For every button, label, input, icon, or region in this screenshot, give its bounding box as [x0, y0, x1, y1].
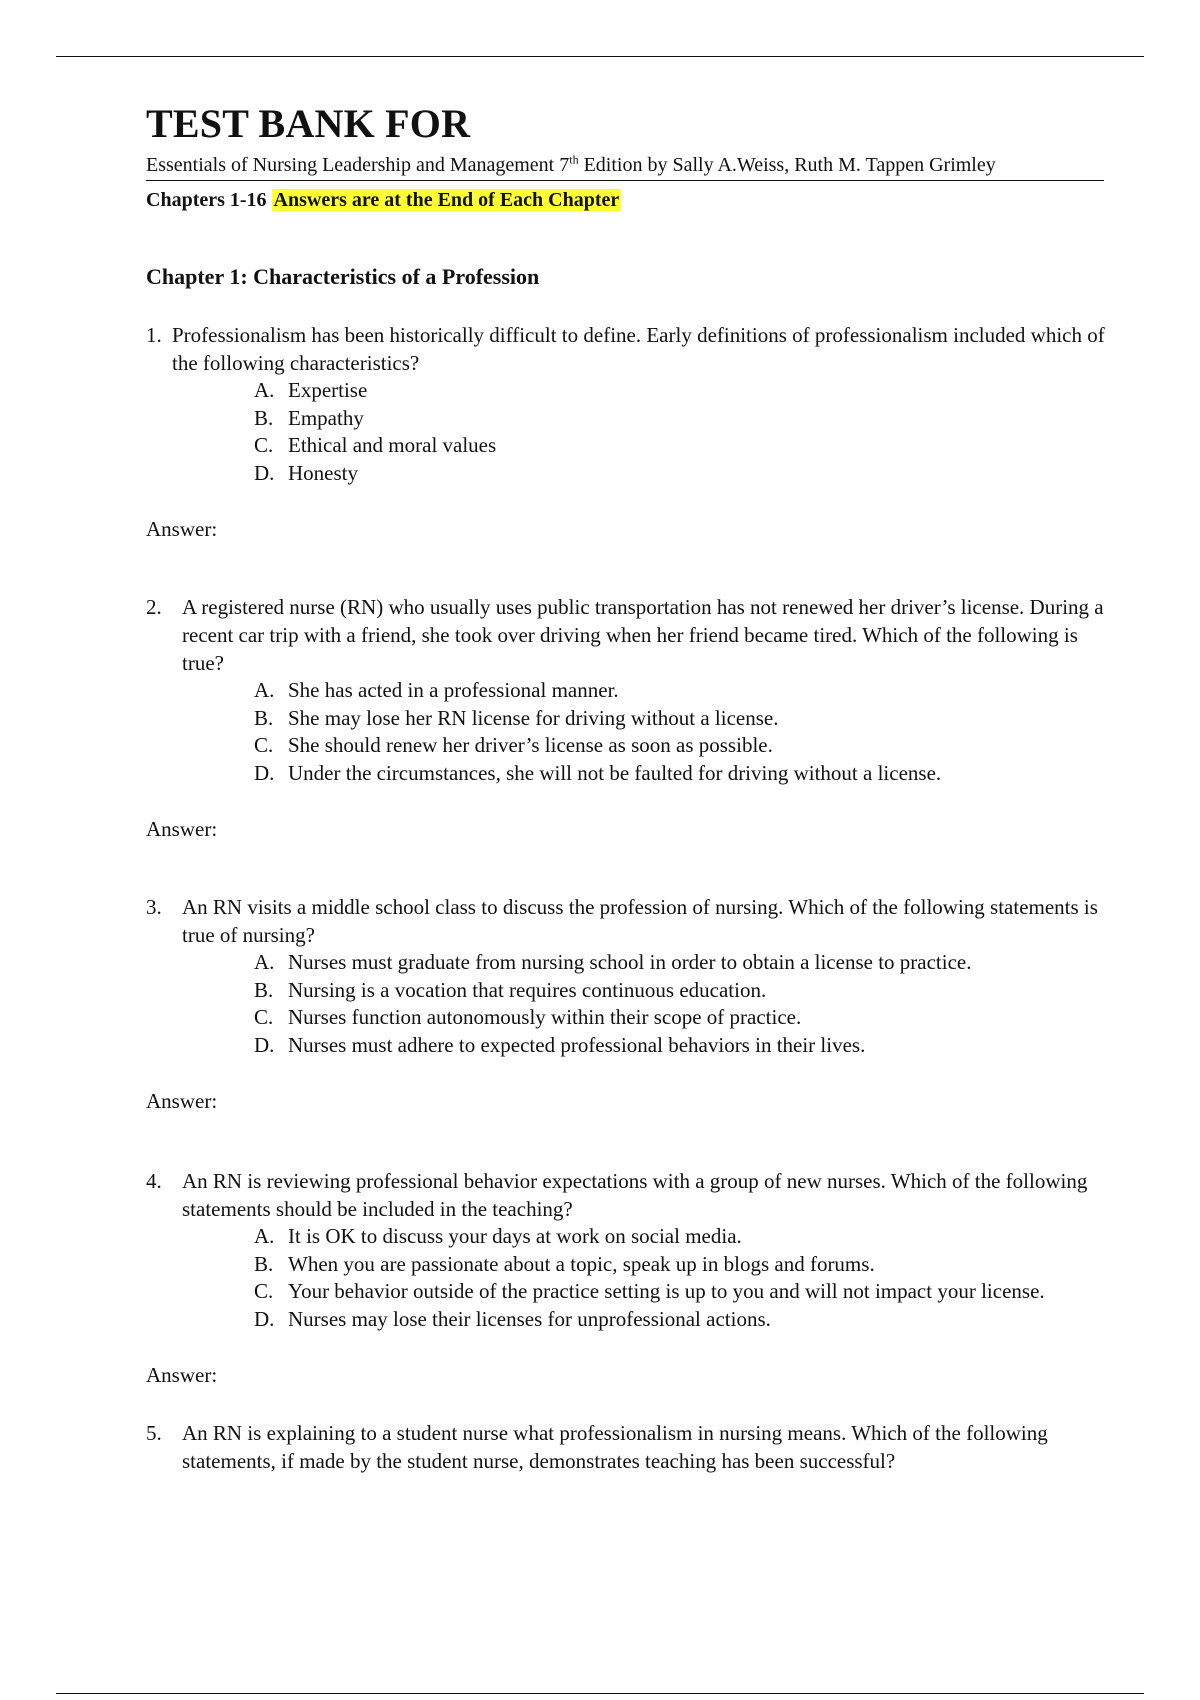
question-text: A registered nurse (RN) who usually uses public transportation has not renewed her driver’s license. During a recent car trip with a friend, she took over driving when her friend became tired. Which of the following is true?	[182, 595, 1104, 675]
question-3	[146, 893, 1106, 1115]
option-letter: A.	[254, 1224, 275, 1248]
option-letter: D.	[254, 760, 275, 785]
question-text: An RN is explaining to a student nurse what professionalism in nursing means. Which of the following statements, if made by the student nurse, demonstrates teaching has been successful?	[182, 1421, 1048, 1473]
option-letter: C.	[254, 1005, 274, 1029]
option-letter: D.	[254, 460, 275, 485]
option-letter: A.	[254, 378, 275, 402]
option-text: Nurses must adhere to expected professional behaviors in their lives.	[288, 1032, 866, 1057]
option-c	[254, 432, 1106, 460]
option-letter: C.	[254, 1279, 274, 1303]
option-letter: B.	[254, 1251, 274, 1276]
option-letter: D.	[254, 1032, 275, 1057]
option-c	[254, 1004, 1106, 1032]
option-text: Nursing is a vocation that requires continuous education.	[288, 977, 767, 1002]
question-4	[146, 1167, 1106, 1389]
answer-label: Answer:	[146, 517, 218, 541]
option-letter: B.	[254, 705, 274, 730]
option-text: Empathy	[288, 405, 364, 430]
option-a	[254, 377, 1106, 405]
option-letter: C.	[254, 433, 274, 457]
question-2	[146, 593, 1106, 843]
option-text: Ethical and moral values	[288, 433, 497, 457]
option-text: Expertise	[288, 378, 368, 402]
question-number: 3.	[146, 895, 162, 919]
option-text: She may lose her RN license for driving without a license.	[288, 705, 779, 730]
option-c	[254, 1278, 1106, 1306]
chapters-line	[146, 187, 1106, 213]
option-a	[254, 1223, 1106, 1251]
option-b	[254, 705, 1106, 733]
answers-note-highlight: Answers are at the End of Each Chapter	[273, 189, 620, 211]
option-c	[254, 732, 1106, 760]
option-text: Honesty	[288, 460, 358, 485]
option-b	[254, 1251, 1106, 1279]
options-list	[146, 1223, 1106, 1333]
bottom-rule	[56, 1693, 1144, 1694]
question-number: 4.	[146, 1169, 162, 1193]
option-text: Your behavior outside of the practice setting is up to you and will not impact your license.	[288, 1279, 1045, 1303]
options-list	[146, 677, 1106, 787]
subtitle-authors: Edition by Sally A.Weiss, Ruth M. Tappen Grimley	[578, 154, 996, 176]
book-subtitle	[146, 152, 1104, 181]
subtitle-text: Essentials of Nursing Leadership and Management 7	[146, 154, 570, 176]
option-text: Nurses must graduate from nursing school in order to obtain a license to practice.	[288, 950, 972, 974]
document-title: TEST BANK FOR	[146, 101, 471, 146]
option-letter: B.	[254, 405, 274, 430]
option-d	[254, 1306, 1106, 1334]
chapters-label: Chapters 1-16	[146, 189, 267, 211]
question-text: Professionalism has been historically difficult to define. Early definitions of professionalism included which of the following characteristics?	[172, 323, 1105, 375]
option-letter: D.	[254, 1306, 275, 1331]
option-d	[254, 460, 1106, 488]
chapter-heading: Chapter 1: Characteristics of a Profession	[146, 264, 540, 289]
option-text: Nurses function autonomously within their scope of practice.	[288, 1005, 802, 1029]
option-d	[254, 760, 1106, 788]
option-a	[254, 949, 1106, 977]
option-text: When you are passionate about a topic, speak up in blogs and forums.	[288, 1251, 875, 1276]
question-1	[146, 321, 1106, 543]
option-text: She should renew her driver’s license as soon as possible.	[288, 733, 773, 757]
question-number: 2.	[146, 595, 162, 619]
option-text: Under the circumstances, she will not be faulted for driving without a license.	[288, 760, 942, 785]
top-rule	[56, 56, 1144, 57]
options-list	[146, 377, 1106, 487]
question-number: 1.	[146, 323, 162, 347]
answer-label: Answer:	[146, 1363, 218, 1387]
option-letter: A.	[254, 950, 275, 974]
edition-superscript: th	[569, 152, 579, 167]
option-b	[254, 977, 1106, 1005]
answer-label: Answer:	[146, 817, 218, 841]
document-page	[146, 100, 1106, 1475]
option-letter: A.	[254, 678, 275, 702]
option-a	[254, 677, 1106, 705]
option-text: It is OK to discuss your days at work on social media.	[288, 1224, 742, 1248]
option-b	[254, 405, 1106, 433]
question-number: 5.	[146, 1421, 162, 1445]
options-list	[146, 949, 1106, 1059]
option-letter: C.	[254, 733, 274, 757]
option-text: Nurses may lose their licenses for unprofessional actions.	[288, 1306, 771, 1331]
option-letter: B.	[254, 977, 274, 1002]
option-d	[254, 1032, 1106, 1060]
question-5	[146, 1419, 1106, 1475]
option-text: She has acted in a professional manner.	[288, 678, 619, 702]
question-text: An RN visits a middle school class to discuss the profession of nursing. Which of the following statements is true of nursing?	[182, 895, 1098, 947]
answer-label: Answer:	[146, 1089, 218, 1113]
question-text: An RN is reviewing professional behavior expectations with a group of new nurses. Which of the following statements should be included in the teaching?	[182, 1169, 1088, 1221]
